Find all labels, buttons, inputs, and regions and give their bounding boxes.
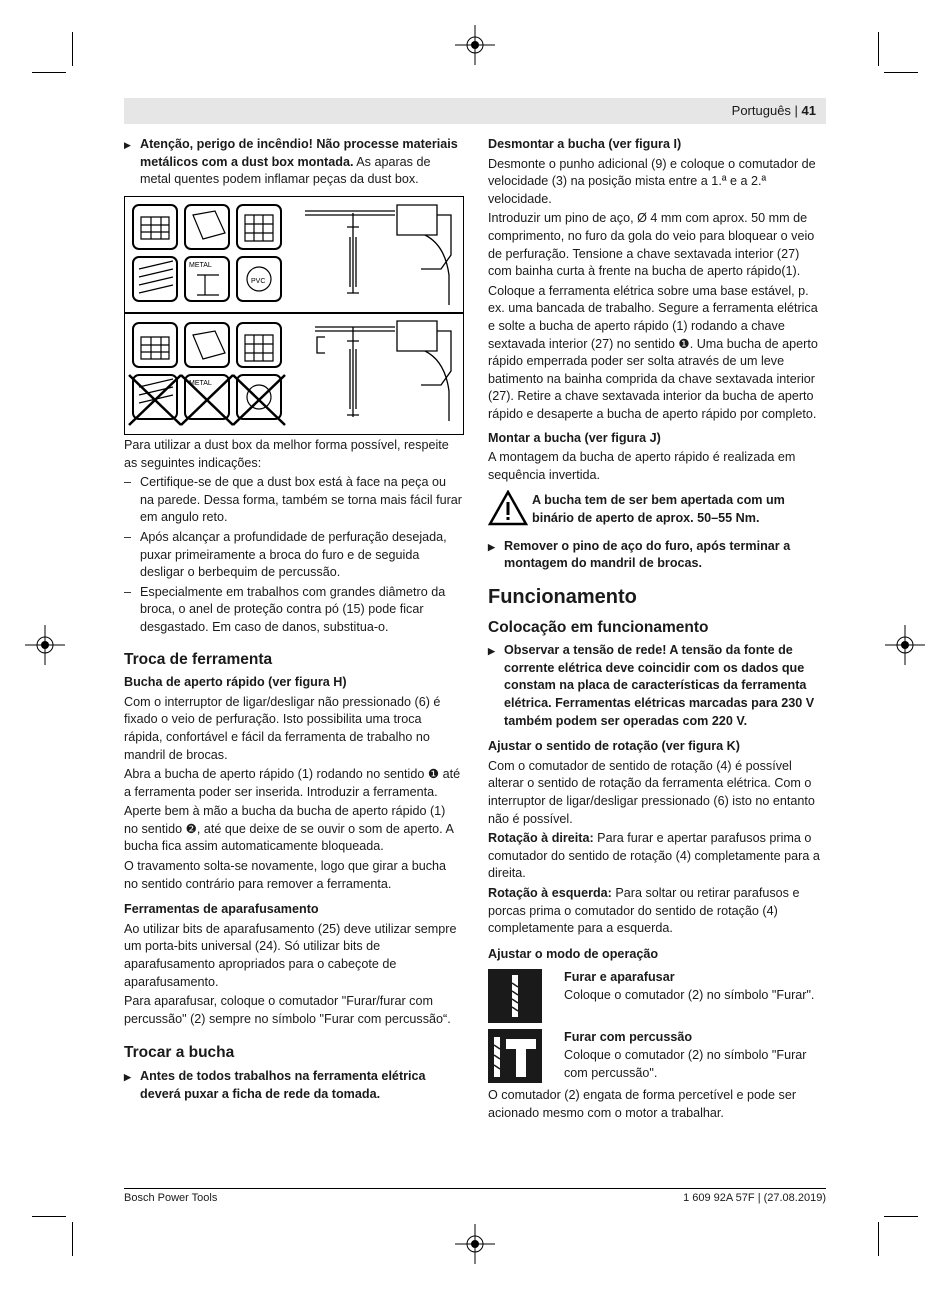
paragraph: A montagem da bucha de aperto rápido é realizada em sequência invertida. bbox=[488, 450, 796, 482]
fire-warning: ▶ Atenção, perigo de incêndio! Não processe materiais metálicos com a dust box montada. As aparas de metal quentes podem inflamar peças da dust box. bbox=[124, 136, 462, 189]
torque-warning bbox=[488, 490, 826, 532]
remove-pin-instruction: ▶ Remover o pino de aço do furo, após terminar a montagem do mandril de brocas. bbox=[488, 538, 826, 573]
paragraph: O travamento solta-se novamente, logo que girar a bucha no sentido contrário para remover a ferramenta. bbox=[124, 859, 447, 891]
paragraph: Coloque a ferramenta elétrica sobre uma base estável, p. ex. uma bancada de trabalho. Segure a ferramenta elétrica e solte a bucha de aperto rápido (1) rodando a chave sextavada interior (27) no sentido ❶. Uma bucha de aperto rápido emperrada poder ser solta através de um leve batimento na bainha comprida da chave sextavada interior (27). Retire a chave sextavada interior da bucha de aperto rápido e desaperte a bucha de aperto rápido por completo. bbox=[488, 283, 818, 421]
subheading-montar: Montar a bucha (ver figura J) bbox=[488, 430, 661, 445]
subheading-sentido: Ajustar o sentido de rotação (ver figura K) bbox=[488, 739, 740, 754]
unplug-warning: ▶ Antes de todos trabalhos na ferramenta elétrica deverá puxar a ficha de rede da tomada. bbox=[124, 1068, 462, 1103]
rotation-right: Rotação à direita: Para furar e apertar parafusos prima o comutador do sentido de rotação (4) completamente para a direita. bbox=[488, 831, 820, 881]
rotation-left: Rotação à esquerda: Para soltar ou retirar parafusos e porcas prima o comutador do sentido de rotação (4) completamente para a esquerda. bbox=[488, 885, 800, 936]
mode-drilling bbox=[488, 969, 826, 1023]
subheading-modo: Ajustar o modo de operação bbox=[488, 946, 659, 961]
mode-title: Furar e aparafusar bbox=[564, 970, 675, 985]
left-column-top bbox=[124, 136, 462, 191]
registration-mark-top-icon bbox=[455, 25, 495, 65]
warning-triangle-icon bbox=[488, 490, 532, 532]
section-heading-troca: Troca de ferramenta bbox=[124, 650, 273, 668]
paragraph: Introduzir um pino de aço, Ø 4 mm com aprox. 50 mm de comprimento, no furo da gola do veio para bloquear o veio de perfuração. Tensione a chave sextavada interior (27) com bainha curta à frente na bucha de aperto rápido(1). bbox=[488, 211, 815, 279]
section-heading-funcionamento: Funcionamento bbox=[488, 586, 637, 609]
paragraph: Aperte bem à mão a bucha da bucha de aperto rápido (1) no sentido ❷, até que deixe de se ouvir o som de aperto. A bucha fica assim automaticamente bloqueada. bbox=[124, 804, 454, 854]
registration-mark-bottom-icon bbox=[455, 1224, 495, 1264]
section-heading-trocar-bucha: Trocar a bucha bbox=[124, 1044, 235, 1062]
paragraph: Para aparafusar, coloque o comutador "Furar/furar com percussão" (2) sempre no símbolo "Furar com percussão“. bbox=[124, 994, 451, 1026]
dust-box-tip: – Especialmente em trabalhos com grandes diâmetro da broca, o anel de proteção contra pó (15) pode ficar desgastado. Em caso de danos, substitua-o. bbox=[124, 584, 462, 637]
drill-mode-icon bbox=[488, 969, 542, 1023]
dust-box-tip: – Certifique-se de que a dust box está à face na peça ou na parede. Dessa forma, também se torna mais fácil furar em angulo reto. bbox=[124, 474, 462, 527]
mode-hammer-drilling bbox=[488, 1029, 826, 1083]
left-column bbox=[124, 437, 462, 1105]
mode-text: Coloque o comutador (2) no símbolo "Furar com percussão". bbox=[564, 1047, 807, 1080]
hammer-drill-mode-icon bbox=[488, 1029, 542, 1083]
paragraph: Abra a bucha de aperto rápido (1) rodando no sentido ❶ até a ferramenta poder ser inserida. Introduzir a ferramenta. bbox=[124, 767, 461, 799]
mode-text: Coloque o comutador (2) no símbolo "Furar". bbox=[564, 987, 815, 1002]
metal-label: METAL bbox=[189, 262, 212, 269]
subheading-ferramentas: Ferramentas de aparafusamento bbox=[124, 902, 319, 917]
dust-box-tip: – Após alcançar a profundidade de perfuração desejada, puxar primeiramente a broca do furo e de seguida desligar o berbequim de percussão. bbox=[124, 529, 462, 582]
footer-rule bbox=[124, 1188, 826, 1189]
subheading-desmontar: Desmontar a bucha (ver figura I) bbox=[488, 137, 682, 151]
paragraph: Com o comutador de sentido de rotação (4) é possível alterar o sentido de rotação da ferramenta elétrica. Com o interruptor de ligar/desligar pressionado (6) isto no entanto não é possível. bbox=[488, 758, 815, 826]
right-column bbox=[488, 136, 826, 1125]
page-number: 41 bbox=[801, 103, 816, 118]
dust-box-figure bbox=[124, 196, 464, 435]
metal-label-crossed: METAL bbox=[189, 380, 212, 387]
registration-mark-left-icon bbox=[25, 625, 65, 665]
header-language: Português bbox=[731, 103, 791, 118]
dust-box-intro: Para utilizar a dust box da melhor forma possível, respeite as seguintes indicações: bbox=[124, 438, 449, 470]
subheading-bucha: Bucha de aperto rápido (ver figura H) bbox=[124, 675, 347, 690]
paragraph: Ao utilizar bits de aparafusamento (25) deve utilizar sempre um porta-bits universal (24). Só utilizar bits de aparafusamento apropriados para o cabeçote de aparafusamento. bbox=[124, 921, 457, 989]
paragraph: Desmonte o punho adicional (9) e coloque o comutador de velocidade (3) na posição mista entre a 1.ª e a 2.ª velocidade. bbox=[488, 156, 816, 206]
voltage-instruction: ▶ Observar a tensão de rede! A tensão da fonte de corrente elétrica deve coincidir com os dados que constam na placa de características da ferramenta elétrica. Ferramentas elétricas marcadas para 230 V também podem ser operadas com 220 V. bbox=[488, 642, 826, 730]
mode-title: Furar com percussão bbox=[564, 1030, 693, 1045]
pvc-label: PVC bbox=[251, 278, 266, 285]
header-text: Português | 41 bbox=[731, 103, 816, 118]
dust-box-illustration bbox=[125, 197, 463, 434]
section-heading-colocacao: Colocação em funcionamento bbox=[488, 618, 709, 636]
paragraph: O comutador (2) engata de forma percetível e pode ser acionado mesmo com o motor a trabalhar. bbox=[488, 1088, 797, 1120]
page-header bbox=[124, 98, 826, 124]
paragraph: Com o interruptor de ligar/desligar não pressionado (6) é fixado o veio de perfuração. Isto possibilita uma troca rápida, confortável e fácil da ferramenta de trabalho no mandril de brocas. bbox=[124, 694, 441, 762]
footer-brand: Bosch Power Tools bbox=[124, 1192, 218, 1204]
torque-warning-text: A bucha tem de ser bem apertada com um binário de aperto de aprox. 50–55 Nm. bbox=[532, 493, 785, 525]
registration-mark-right-icon bbox=[885, 625, 925, 665]
footer-docnumber: 1 609 92A 57F | (27.08.2019) bbox=[683, 1192, 826, 1204]
